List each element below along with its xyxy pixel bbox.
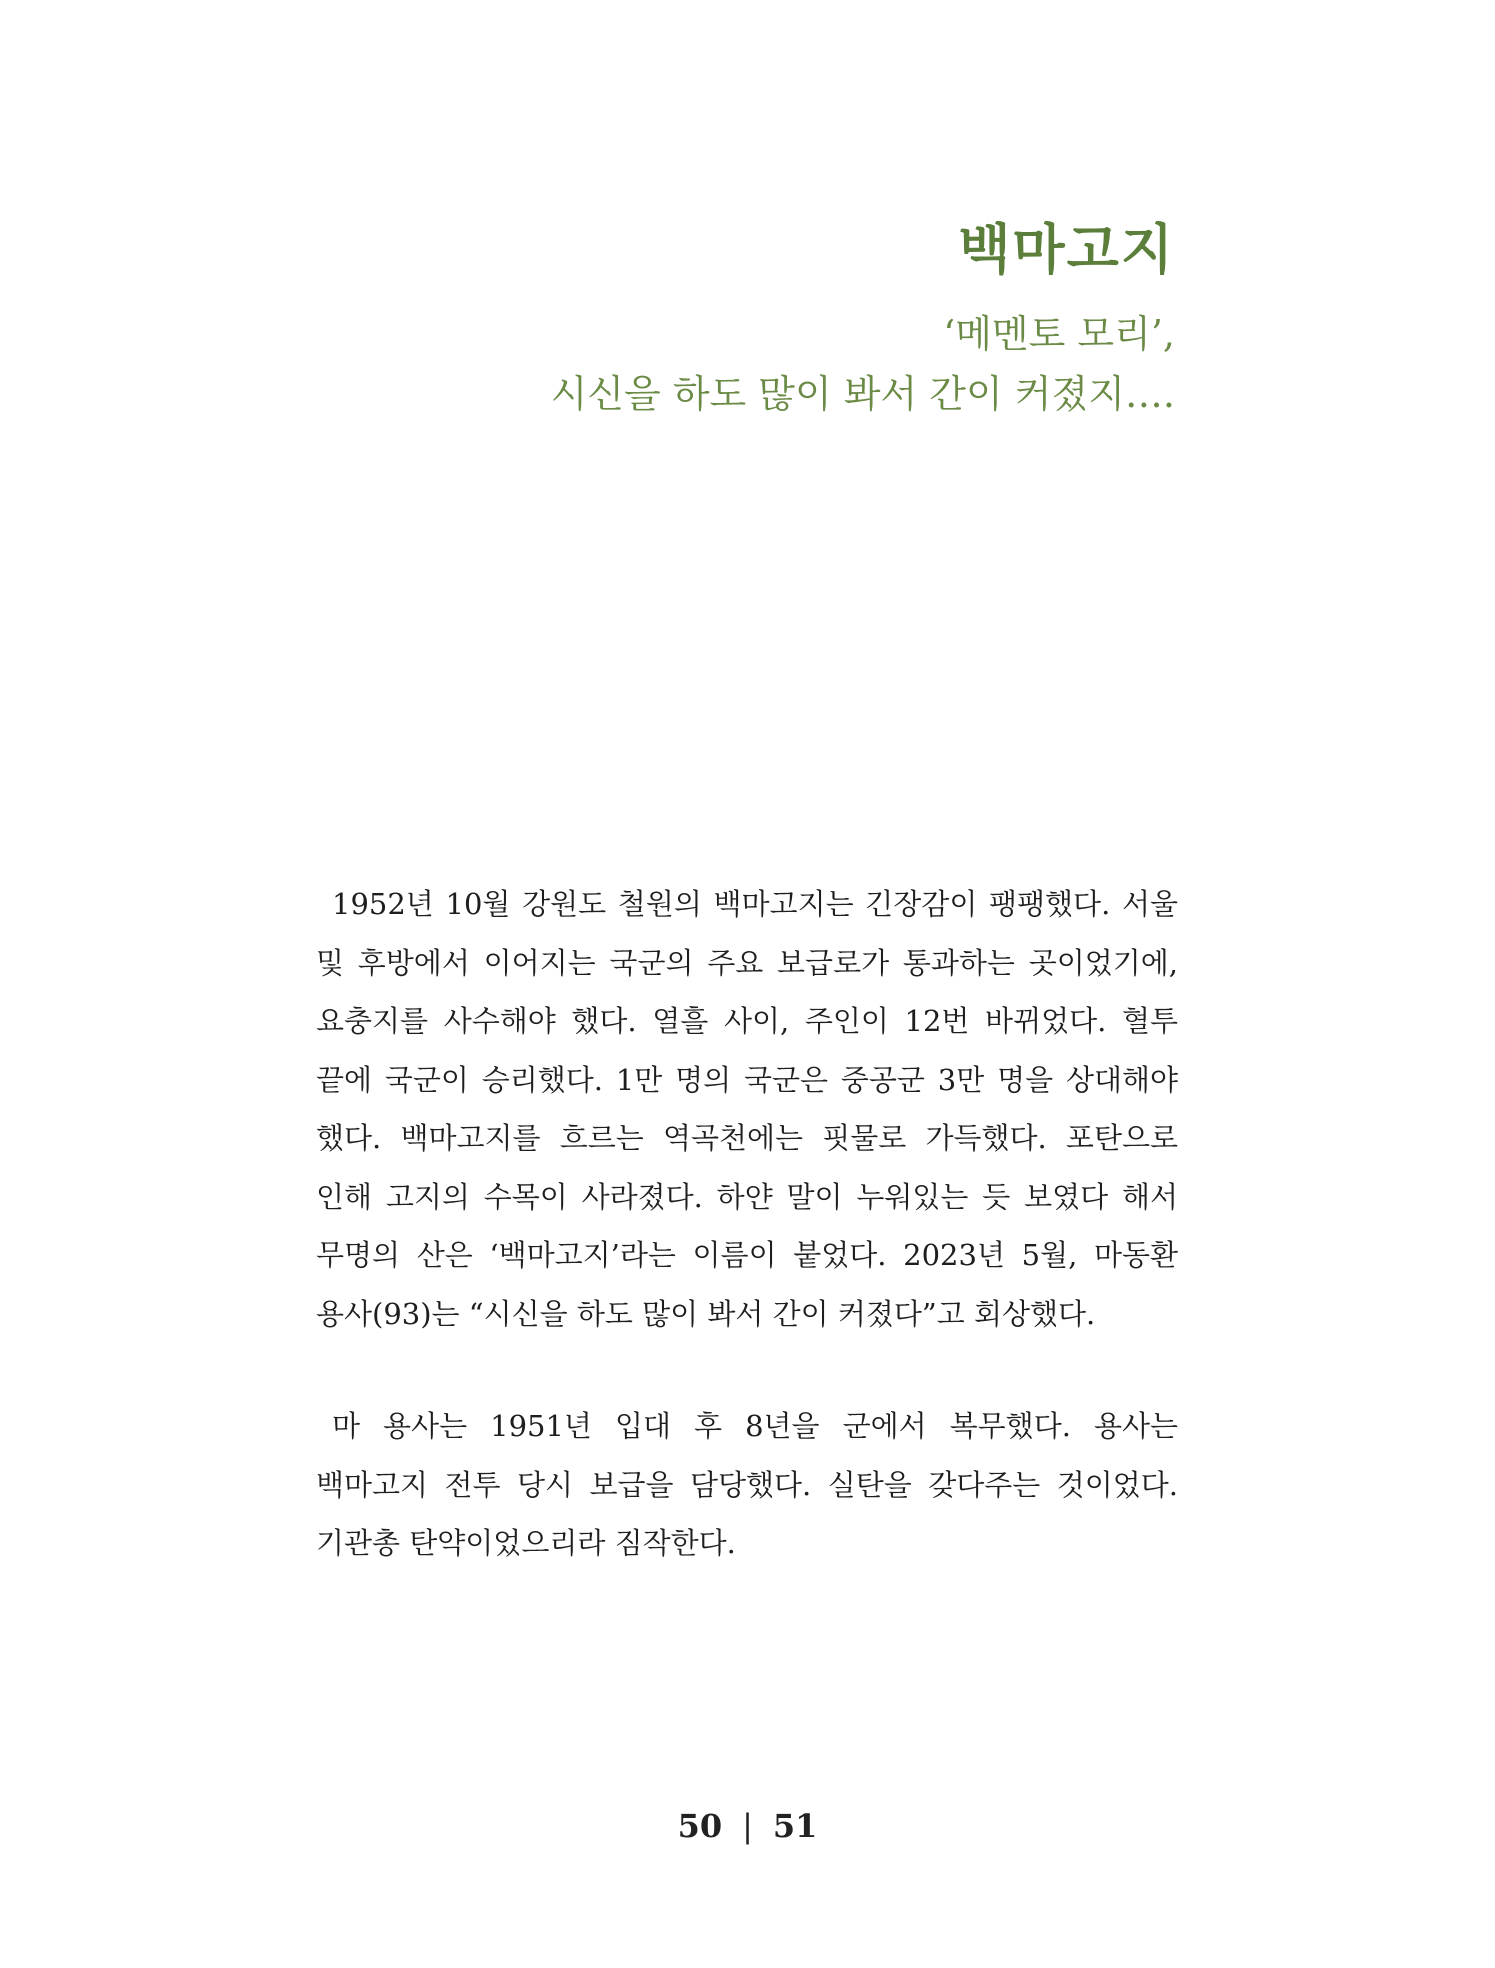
chapter-heading bbox=[275, 218, 1175, 424]
body-text bbox=[316, 875, 1178, 1573]
body-paragraph: 마 용사는 1951년 입대 후 8년을 군에서 복무했다. 용사는 백마고지 전투 당시 보급을 담당했다. 실탄을 갖다주는 것이었다. 기관총 탄약이었으리라 짐작한다. bbox=[316, 1409, 1178, 1560]
chapter-title: 백마고지 bbox=[958, 218, 1175, 281]
chapter-subtitle bbox=[275, 304, 1175, 424]
page-numbers bbox=[0, 1806, 1495, 1846]
right-page-number: 51 bbox=[772, 1807, 818, 1845]
subtitle-line: 시신을 하도 많이 봐서 간이 커졌지…. bbox=[550, 372, 1175, 416]
page-number-separator: | bbox=[742, 1807, 753, 1845]
left-page-number: 50 bbox=[677, 1807, 723, 1845]
body-paragraph: 1952년 10월 강원도 철원의 백마고지는 긴장감이 팽팽했다. 서울 및 후방에서 이어지는 국군의 주요 보급로가 통과하는 곳이었기에, 요충지를 사수해야 했다. 열흘 사이, 주인이 12번 바뀌었다. 혈투 끝에 국군이 승리했다. 1만 명의 국군은 중공군 3만 명을 상대해야 했다. 백마고지를 흐르는 역곡천에는 핏물로 가득했다. 포탄으로 인해 고지의 수목이 사라졌다. 하얀 말이 누워있는 듯 보였다 해서 무명의 산은 ‘백마고지’라는 이름이 붙었다. 2023년 5월, 마동환 용사(93)는 “시신을 하도 많이 봐서 간이 커졌다”고 회상했다. bbox=[316, 887, 1178, 1331]
subtitle-line: ‘메멘토 모리’, bbox=[943, 312, 1175, 356]
